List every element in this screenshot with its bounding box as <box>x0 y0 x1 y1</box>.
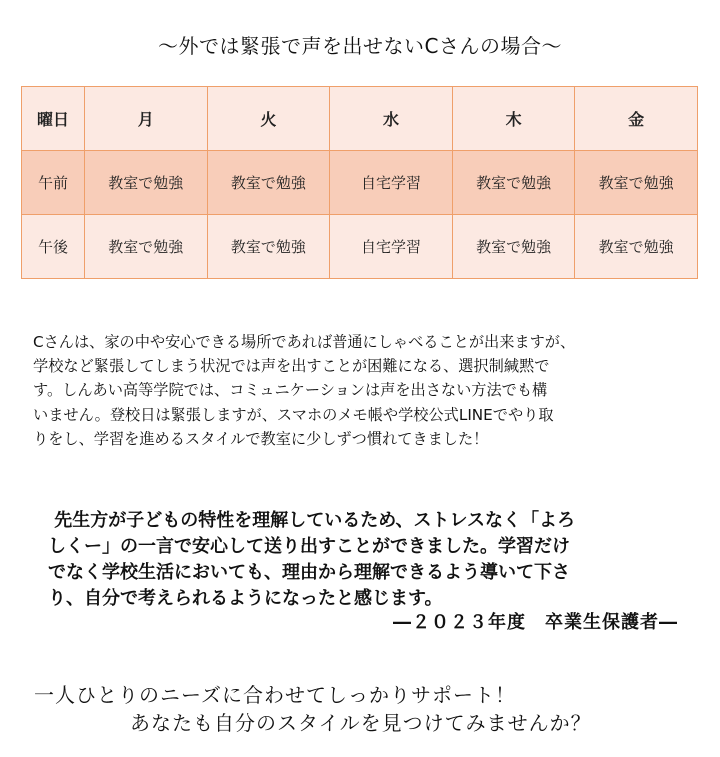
schedule-table <box>21 86 698 279</box>
table-cell: 自宅学習 <box>330 151 453 215</box>
header-cell-fri: 金 <box>575 87 698 151</box>
closing-line-2: あなたも自分のスタイルを見つけてみませんか？ <box>130 711 592 735</box>
paragraph-line: りをし、学習を進めるスタイルで教室に少しずつ慣れてきました！ <box>33 429 489 448</box>
table-cell: 教室で勉強 <box>452 215 575 279</box>
table-cell: 教室で勉強 <box>85 215 208 279</box>
table-cell: 教室で勉強 <box>85 151 208 215</box>
row-label-pm: 午後 <box>22 215 85 279</box>
table-row-am <box>22 151 698 215</box>
paragraph-line: 学校など緊張してしまう状況では声を出すことが困難になる、選択制緘黙で <box>33 357 550 376</box>
table-cell: 教室で勉強 <box>207 151 330 215</box>
description-paragraph <box>33 330 693 451</box>
table-header-row <box>22 87 698 151</box>
testimonial-attribution: ―２０２３年度 卒業生保護者― <box>393 612 678 633</box>
quote-line: り、自分で考えられるようになったと感じます。 <box>48 588 443 609</box>
header-cell-mon: 月 <box>85 87 208 151</box>
header-cell-thu: 木 <box>452 87 575 151</box>
quote-line: しくー」の一言で安心して送り出すことができました。学習だけ <box>48 536 570 557</box>
table-cell: 教室で勉強 <box>575 215 698 279</box>
header-cell-tue: 火 <box>207 87 330 151</box>
row-label-am: 午前 <box>22 151 85 215</box>
paragraph-line: いません。登校日は緊張しますが、スマホのメモ帳や学校公式LINEでやり取 <box>33 405 554 424</box>
table-row-pm <box>22 215 698 279</box>
table-cell: 教室で勉強 <box>575 151 698 215</box>
parent-testimonial <box>48 508 688 612</box>
header-cell-day: 曜日 <box>22 87 85 151</box>
page-title: ～外では緊張で声を出せないCさんの場合～ <box>158 34 562 58</box>
quote-line: でなく学校生活においても、理由から理解できるよう導いて下さ <box>48 562 570 583</box>
paragraph-line: Cさんは、家の中や安心できる場所であれば普通にしゃべることが出来ますが、 <box>33 333 576 351</box>
quote-line: 先生方が子どもの特性を理解しているため、ストレスなく「よろ <box>48 510 576 531</box>
paragraph-line: す。しんあい高等学院では、コミュニケーションは声を出さない方法でも構 <box>33 381 548 400</box>
table-cell: 教室で勉強 <box>207 215 330 279</box>
header-cell-wed: 水 <box>330 87 453 151</box>
table-cell: 自宅学習 <box>330 215 453 279</box>
table-cell: 教室で勉強 <box>452 151 575 215</box>
closing-line-1: 一人ひとりのニーズに合わせてしっかりサポート！ <box>34 683 516 707</box>
